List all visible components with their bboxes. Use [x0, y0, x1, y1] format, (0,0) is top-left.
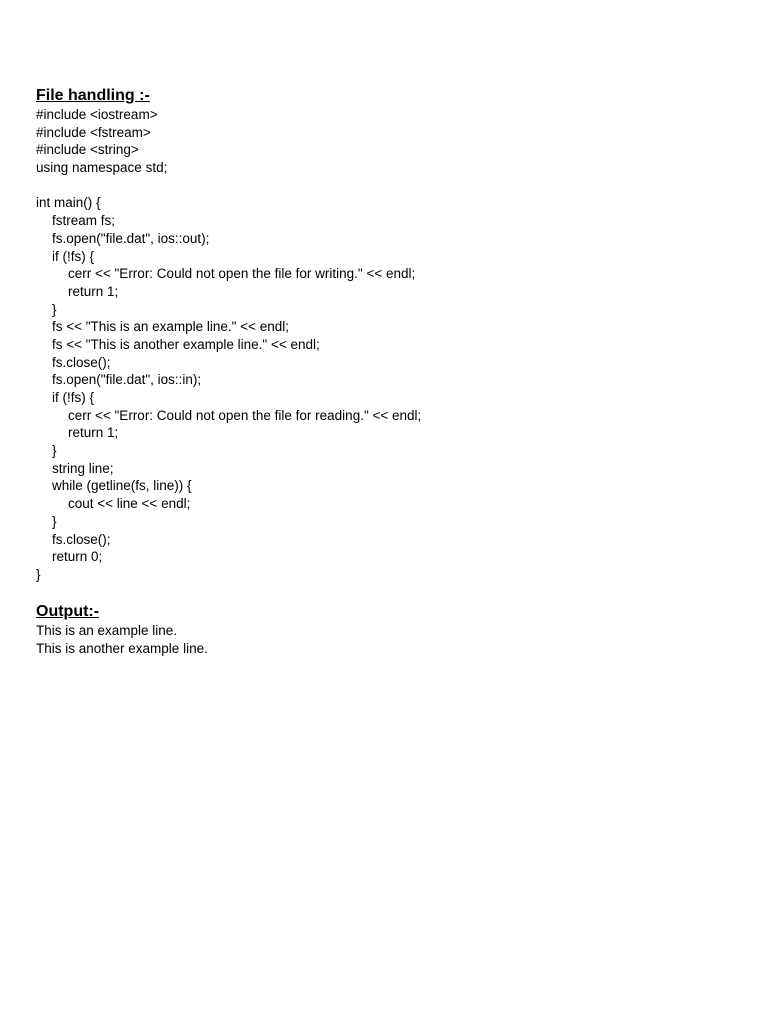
- code-line: using namespace std;: [36, 160, 168, 176]
- code-line: string line;: [52, 460, 114, 476]
- output-block: [36, 622, 736, 657]
- section-heading-file-handling: File handling :-: [36, 87, 150, 104]
- code-line: cout << line << endl;: [68, 496, 191, 512]
- code-line: fs << "This is another example line." << endl;: [52, 336, 320, 352]
- code-line: #include <fstream>: [36, 124, 151, 140]
- code-line: fs.open("file.dat", ios::out);: [52, 230, 210, 246]
- code-line: }: [52, 301, 57, 317]
- section-heading-output: Output:-: [36, 603, 100, 621]
- output-line: This is another example line.: [36, 640, 208, 656]
- code-line: cerr << "Error: Could not open the file for reading." << endl;: [68, 407, 422, 423]
- code-line: #include <string>: [36, 142, 139, 158]
- code-line: if (!fs) {: [52, 248, 95, 264]
- code-line: return 0;: [52, 549, 103, 565]
- code-blank-line: [36, 177, 736, 195]
- code-line: fs.close();: [52, 531, 111, 547]
- section-spacer: [36, 584, 736, 603]
- code-line: }: [52, 513, 57, 529]
- code-line: fs.close();: [52, 354, 111, 370]
- code-line: fs.open("file.dat", ios::in);: [52, 372, 202, 388]
- code-line: fstream fs;: [52, 213, 116, 229]
- code-line: }: [52, 443, 57, 459]
- code-line: }: [36, 566, 41, 582]
- code-line: cerr << "Error: Could not open the file for writing." << endl;: [68, 266, 416, 282]
- code-line: return 1;: [68, 425, 119, 441]
- code-line: while (getline(fs, line)) {: [52, 478, 192, 494]
- document-page: [36, 86, 736, 657]
- output-line: This is an example line.: [36, 623, 178, 639]
- code-line: int main() {: [36, 195, 101, 211]
- code-block: [36, 106, 736, 584]
- code-line: fs << "This is an example line." << endl;: [52, 319, 289, 335]
- code-line: if (!fs) {: [52, 390, 95, 405]
- code-line: #include <iostream>: [36, 107, 158, 122]
- code-line: return 1;: [68, 283, 119, 299]
